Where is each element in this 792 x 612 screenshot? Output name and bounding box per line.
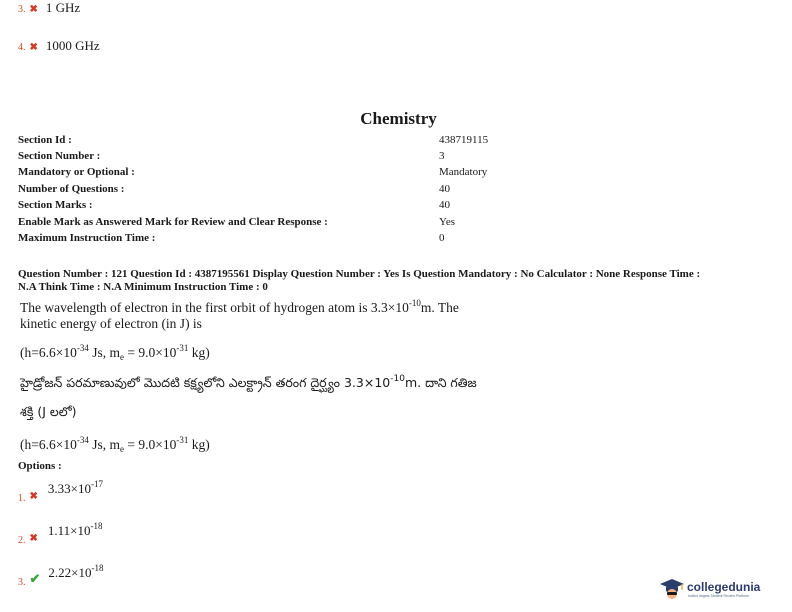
question-header-line-2: N.A Think Time : N.A Minimum Instruction Time : 0 <box>18 281 268 293</box>
text: = 9.0×10 <box>124 437 177 452</box>
graduate-cap-icon <box>659 578 685 600</box>
section-id-value: 438719115 <box>439 134 489 146</box>
enable-mark-label: Enable Mark as Answered Mark for Review and Clear Response : <box>18 216 328 228</box>
cross-icon: ✖ <box>29 42 38 53</box>
option-text: 1 GHz <box>45 0 81 15</box>
exponent: -18 <box>91 563 104 573</box>
option-value <box>48 565 103 580</box>
mantissa: 3.33×10 <box>47 481 91 496</box>
cross-icon: ✖ <box>29 4 38 15</box>
num-questions-label: Number of Questions : <box>18 183 125 195</box>
prev-option-4 <box>18 37 100 55</box>
option-number: 3. <box>18 577 26 588</box>
option-number: 3. <box>18 4 26 15</box>
collegedunia-logo <box>659 578 761 600</box>
cross-icon: ✖ <box>29 491 38 502</box>
mandatory-value: Mandatory <box>439 166 488 178</box>
question-text-en-line-1 <box>20 298 459 316</box>
exponent: -31 <box>176 435 189 445</box>
text: (h=6.6×10 <box>20 345 77 360</box>
section-marks-value: 40 <box>439 199 450 211</box>
option-value <box>48 481 103 496</box>
prev-option-3 <box>18 0 80 17</box>
text: kg) <box>188 345 210 360</box>
question-text-te-line-1 <box>20 374 477 394</box>
section-number-value: 3 <box>439 150 445 162</box>
exponent: -34 <box>76 435 89 445</box>
text: kg) <box>188 437 210 452</box>
mantissa: 2.22×10 <box>48 565 92 580</box>
text: Js, m <box>88 345 120 360</box>
exponent: -34 <box>76 343 89 353</box>
logo-tagline: India's largest Student Review Platform <box>688 594 749 598</box>
text: m. దాని గతిజ <box>404 375 477 390</box>
section-marks-label: Section Marks : <box>18 199 93 211</box>
question-header-line-1: Question Number : 121 Question Id : 4387195561 Display Question Number : Yes Is Question Mandatory : No Calculator : None Response Time : <box>18 268 701 280</box>
cross-icon: ✖ <box>29 533 38 544</box>
max-instruction-value: 0 <box>439 232 445 244</box>
enable-mark-value: Yes <box>439 216 456 228</box>
exponent: -18 <box>90 521 103 531</box>
options-label: Options : <box>18 460 62 472</box>
max-instruction-label: Maximum Instruction Time : <box>18 232 156 244</box>
option-1 <box>18 479 103 504</box>
option-value <box>48 523 103 538</box>
section-id-label: Section Id : <box>18 134 72 146</box>
constants-line-en <box>20 343 210 362</box>
option-number: 2. <box>18 535 26 546</box>
text: (h=6.6×10 <box>20 437 77 452</box>
text: m. The <box>420 300 459 315</box>
mandatory-label: Mandatory or Optional : <box>18 166 135 178</box>
question-text-te-line-2: శక్తి (J లలో) <box>20 404 77 419</box>
exponent: -10 <box>390 374 405 384</box>
text: The wavelength of electron in the first orbit of hydrogen atom is 3.3×10 <box>20 300 409 315</box>
logo-brand: collegedunia <box>687 580 761 594</box>
option-number: 4. <box>18 42 26 53</box>
section-number-label: Section Number : <box>18 150 101 162</box>
section-title: Chemistry <box>360 109 437 128</box>
subscript: e <box>120 444 124 454</box>
option-text: 1000 GHz <box>45 38 100 53</box>
option-2 <box>18 521 103 546</box>
option-number: 1. <box>18 493 26 504</box>
num-questions-value: 40 <box>439 183 450 195</box>
exponent: -17 <box>90 479 103 489</box>
option-3 <box>18 563 104 588</box>
mantissa: 1.11×10 <box>47 523 91 538</box>
check-icon: ✔ <box>29 571 41 586</box>
constants-line-te <box>20 435 210 454</box>
text: = 9.0×10 <box>124 345 177 360</box>
exponent: -31 <box>176 343 189 353</box>
text: Js, m <box>88 437 120 452</box>
subscript: e <box>120 352 124 362</box>
exponent: -10 <box>408 298 421 308</box>
text: హైడ్రోజన్ పరమాణువులో మొదటి కక్ష్యలోని ఎలక్ట్రాన్ తరంగ దైర్ఘ్యం 3.3×10 <box>20 375 391 390</box>
question-text-en-line-2: kinetic energy of electron (in J) is <box>20 316 202 331</box>
